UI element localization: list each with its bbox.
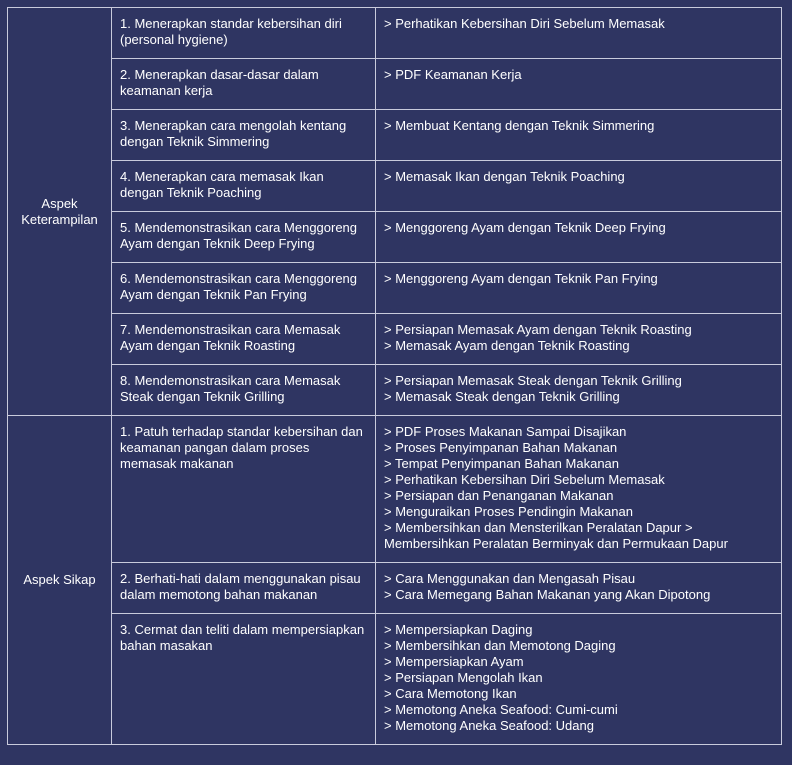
competency-cell: 2. Berhati-hati dalam menggunakan pisau dalam memotong bahan makanan [112, 563, 376, 614]
materials-cell [376, 8, 782, 59]
material-item: > PDF Keamanan Kerja [384, 67, 522, 82]
table-row [8, 563, 782, 614]
material-item: > Persiapan Memasak Ayam dengan Teknik Roasting [384, 322, 692, 337]
material-item: > Membersihkan dan Memotong Daging [384, 638, 616, 653]
material-item: > Mempersiapkan Ayam [384, 654, 524, 669]
material-item: > Membuat Kentang dengan Teknik Simmering [384, 118, 655, 133]
material-item: > Memasak Steak dengan Teknik Grilling [384, 389, 620, 404]
material-item: > Persiapan Memasak Steak dengan Teknik Grilling [384, 373, 682, 388]
table-row [8, 212, 782, 263]
material-item: > Cara Memotong Ikan [384, 686, 517, 701]
competency-cell: 3. Menerapkan cara mengolah kentang dengan Teknik Simmering [112, 110, 376, 161]
material-item: > Persiapan Mengolah Ikan [384, 670, 543, 685]
competency-cell: 2. Menerapkan dasar-dasar dalam keamanan kerja [112, 59, 376, 110]
material-item: > Memasak Ayam dengan Teknik Roasting [384, 338, 630, 353]
materials-cell [376, 110, 782, 161]
materials-cell [376, 314, 782, 365]
material-item: > Cara Menggunakan dan Mengasah Pisau [384, 571, 636, 586]
competency-cell: 4. Menerapkan cara memasak Ikan dengan Teknik Poaching [112, 161, 376, 212]
materials-cell [376, 212, 782, 263]
competency-table [7, 7, 782, 745]
competency-cell: 1. Menerapkan standar kebersihan diri (personal hygiene) [112, 8, 376, 59]
aspect-cell-keterampilan: Aspek Keterampilan [8, 8, 112, 416]
table-row [8, 263, 782, 314]
materials-cell [376, 59, 782, 110]
material-item: > Mempersiapkan Daging [384, 622, 533, 637]
material-item: > Proses Penyimpanan Bahan Makanan [384, 440, 618, 455]
aspect-cell-sikap: Aspek Sikap [8, 416, 112, 745]
competency-cell: 3. Cermat dan teliti dalam mempersiapkan bahan masakan [112, 614, 376, 745]
competency-cell: 6. Mendemonstrasikan cara Menggoreng Ayam dengan Teknik Pan Frying [112, 263, 376, 314]
material-item: > Persiapan dan Penanganan Makanan [384, 488, 614, 503]
materials-cell [376, 614, 782, 745]
material-item: > Memotong Aneka Seafood: Cumi-cumi [384, 702, 618, 717]
material-item: Membersihkan Peralatan Berminyak dan Permukaan Dapur [384, 536, 728, 551]
material-item: > Cara Memegang Bahan Makanan yang Akan Dipotong [384, 587, 711, 602]
material-item: > Menguraikan Proses Pendingin Makanan [384, 504, 633, 519]
material-item: > Membersihkan dan Mensterilkan Peralatan Dapur > [384, 520, 693, 535]
table-row [8, 314, 782, 365]
competency-cell: 8. Mendemonstrasikan cara Memasak Steak dengan Teknik Grilling [112, 365, 376, 416]
competency-cell: 1. Patuh terhadap standar kebersihan dan keamanan pangan dalam proses memasak makanan [112, 416, 376, 563]
materials-cell [376, 161, 782, 212]
material-item: > Tempat Penyimpanan Bahan Makanan [384, 456, 620, 471]
material-item: > Perhatikan Kebersihan Diri Sebelum Memasak [384, 472, 665, 487]
materials-cell [376, 563, 782, 614]
materials-cell [376, 365, 782, 416]
table-row [8, 8, 782, 59]
competency-cell: 5. Mendemonstrasikan cara Menggoreng Ayam dengan Teknik Deep Frying [112, 212, 376, 263]
materials-cell [376, 416, 782, 563]
materials-cell [376, 263, 782, 314]
competency-cell: 7. Mendemonstrasikan cara Memasak Ayam dengan Teknik Roasting [112, 314, 376, 365]
material-item: > PDF Proses Makanan Sampai Disajikan [384, 424, 627, 439]
table-row [8, 416, 782, 563]
table-row [8, 161, 782, 212]
table-row [8, 365, 782, 416]
table-row [8, 614, 782, 745]
material-item: > Menggoreng Ayam dengan Teknik Deep Frying [384, 220, 666, 235]
material-item: > Menggoreng Ayam dengan Teknik Pan Frying [384, 271, 658, 286]
material-item: > Memasak Ikan dengan Teknik Poaching [384, 169, 625, 184]
material-item: > Perhatikan Kebersihan Diri Sebelum Memasak [384, 16, 665, 31]
table-row [8, 110, 782, 161]
material-item: > Memotong Aneka Seafood: Udang [384, 718, 594, 733]
table-row [8, 59, 782, 110]
